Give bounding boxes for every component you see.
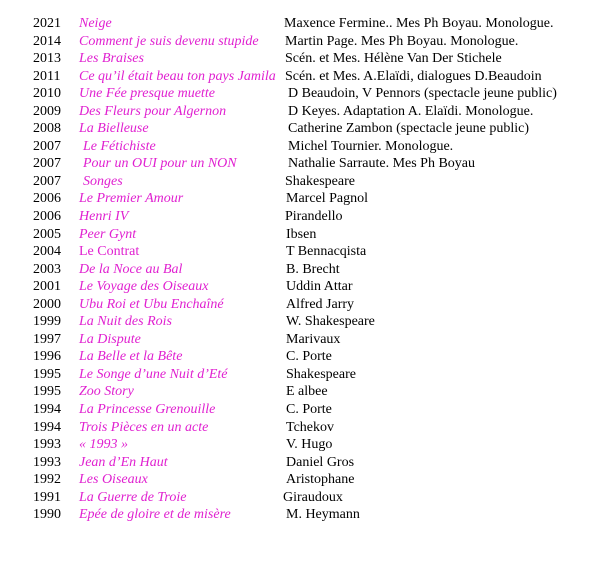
play-title: La Bielleuse <box>79 121 149 137</box>
play-title: Une Fée presque muette <box>79 86 215 102</box>
play-title: Trois Pièces en un acte <box>79 419 209 435</box>
author-credit: Michel Tournier. Monologue. <box>288 138 454 154</box>
list-item <box>0 208 600 226</box>
play-title: Le Fétichiste <box>83 138 156 154</box>
list-item <box>0 436 600 454</box>
list-item <box>0 50 600 68</box>
productions-list <box>0 15 600 524</box>
year: 2009 <box>33 103 61 119</box>
year: 1994 <box>33 419 61 435</box>
author-credit: Daniel Gros <box>286 454 355 470</box>
year: 2000 <box>33 296 61 312</box>
author-credit: Scén. et Mes. A.Elaïdi, dialogues D.Beaudoin <box>285 68 542 84</box>
author-credit: V. Hugo <box>286 437 333 453</box>
list-item <box>0 331 600 349</box>
play-title: Les Braises <box>79 51 144 67</box>
year: 2008 <box>33 121 61 137</box>
author-credit: Giraudoux <box>283 489 343 505</box>
play-title: Le Premier Amour <box>79 191 184 207</box>
year: 2001 <box>33 279 61 295</box>
list-item <box>0 103 600 121</box>
author-credit: C. Porte <box>286 349 332 365</box>
year: 1995 <box>33 366 61 382</box>
author-credit: M. Heymann <box>286 507 360 523</box>
play-title: La Guerre de Troie <box>79 489 187 505</box>
author-credit: T Bennacqista <box>286 244 367 260</box>
list-item <box>0 243 600 261</box>
author-credit: Shakespeare <box>286 366 356 382</box>
list-item <box>0 401 600 419</box>
year: 2007 <box>33 156 61 172</box>
year: 1997 <box>33 331 61 347</box>
play-title: Le Voyage des Oiseaux <box>79 279 209 295</box>
list-item <box>0 120 600 138</box>
list-item <box>0 313 600 331</box>
author-credit: Martin Page. Mes Ph Boyau. Monologue. <box>285 33 519 49</box>
author-credit: Catherine Zambon (spectacle jeune public) <box>288 121 530 137</box>
year: 2004 <box>33 244 61 260</box>
play-title: Comment je suis devenu stupide <box>79 33 259 49</box>
list-item <box>0 489 600 507</box>
list-item <box>0 68 600 86</box>
author-credit: Scén. et Mes. Hélène Van Der Stichele <box>285 51 502 67</box>
year: 1995 <box>33 384 61 400</box>
play-title: La Princesse Grenouille <box>79 402 216 418</box>
author-credit: Ibsen <box>286 226 317 242</box>
author-credit: B. Brecht <box>286 261 340 277</box>
year: 2013 <box>33 51 61 67</box>
year: 2021 <box>33 16 61 31</box>
year: 1993 <box>33 437 61 453</box>
play-title: De la Noce au Bal <box>79 261 183 277</box>
author-credit: Shakespeare <box>285 173 355 189</box>
play-title: La Nuit des Rois <box>79 314 172 330</box>
list-item <box>0 155 600 173</box>
list-item <box>0 366 600 384</box>
play-title: Ubu Roi et Ubu Enchaîné <box>79 296 224 312</box>
year: 1999 <box>33 314 61 330</box>
year: 1996 <box>33 349 61 365</box>
list-item <box>0 33 600 51</box>
author-credit: Nathalie Sarraute. Mes Ph Boyau <box>288 156 476 172</box>
author-credit: D Beaudoin, V Pennors (spectacle jeune public) <box>288 86 557 102</box>
list-item <box>0 419 600 437</box>
play-title: Epée de gloire et de misère <box>79 507 231 523</box>
list-item <box>0 173 600 191</box>
year: 2006 <box>33 209 61 225</box>
author-credit: Alfred Jarry <box>286 296 355 312</box>
play-title: Des Fleurs pour Algernon <box>79 103 227 119</box>
play-title: Les Oiseaux <box>79 472 148 488</box>
author-credit: C. Porte <box>286 402 332 418</box>
year: 1990 <box>33 507 61 523</box>
year: 2007 <box>33 173 61 189</box>
author-credit: Uddin Attar <box>286 279 353 295</box>
year: 1992 <box>33 472 61 488</box>
author-credit: Marcel Pagnol <box>286 191 369 207</box>
year: 2005 <box>33 226 61 242</box>
play-title: Le Songe d’une Nuit d’Eté <box>79 366 228 382</box>
play-title: Le Contrat <box>79 244 140 260</box>
play-title: Songes <box>83 173 123 189</box>
play-title: Zoo Story <box>79 384 134 400</box>
list-item <box>0 278 600 296</box>
list-item <box>0 348 600 366</box>
play-title: Jean d’En Haut <box>79 454 168 470</box>
play-title: La Dispute <box>79 331 141 347</box>
list-item <box>0 138 600 156</box>
year: 2003 <box>33 261 61 277</box>
author-credit: E albee <box>286 384 328 400</box>
list-item <box>0 15 600 33</box>
play-title: Peer Gynt <box>79 226 137 242</box>
author-credit: Pirandello <box>285 209 343 225</box>
list-item <box>0 261 600 279</box>
list-item <box>0 190 600 208</box>
author-credit: Maxence Fermine.. Mes Ph Boyau. Monologue. <box>284 16 554 31</box>
play-title: Henri IV <box>79 209 129 225</box>
year: 2006 <box>33 191 61 207</box>
list-item <box>0 226 600 244</box>
list-item <box>0 85 600 103</box>
author-credit: Marivaux <box>286 331 341 347</box>
year: 2007 <box>33 138 61 154</box>
year: 2010 <box>33 86 61 102</box>
play-title: La Belle et la Bête <box>79 349 183 365</box>
author-credit: Tchekov <box>286 419 335 435</box>
author-credit: W. Shakespeare <box>286 314 375 330</box>
year: 2014 <box>33 33 61 49</box>
play-title: « 1993 » <box>79 437 128 453</box>
play-title: Pour un OUI pour un NON <box>83 156 237 172</box>
list-item <box>0 454 600 472</box>
author-credit: D Keyes. Adaptation A. Elaïdi. Monologue. <box>288 103 534 119</box>
year: 1993 <box>33 454 61 470</box>
year: 1994 <box>33 402 61 418</box>
list-item <box>0 506 600 524</box>
author-credit: Aristophane <box>286 472 355 488</box>
list-item <box>0 383 600 401</box>
play-title: Ce qu’il était beau ton pays Jamila <box>79 68 276 84</box>
list-item <box>0 296 600 314</box>
year: 1991 <box>33 489 61 505</box>
year: 2011 <box>33 68 61 84</box>
list-item <box>0 471 600 489</box>
play-title: Neige <box>79 16 112 31</box>
